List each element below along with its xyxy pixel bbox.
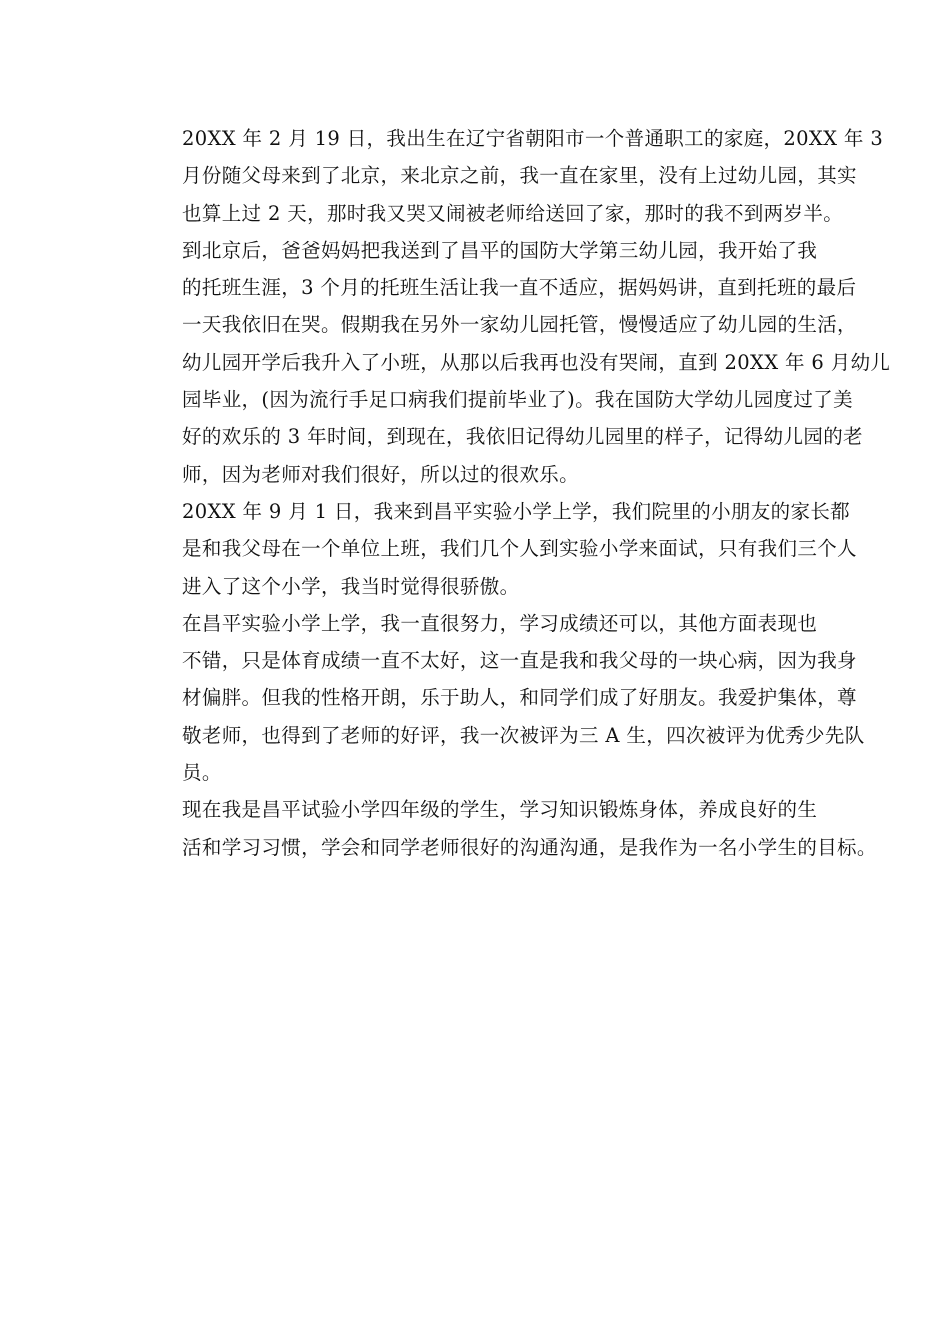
text-line: 到北京后，爸爸妈妈把我送到了昌平的国防大学第三幼儿园，我开始了我 [182,238,818,262]
text-line: 师，因为老师对我们很好，所以过的很欢乐。 [182,462,580,486]
text-line: 好的欢乐的 3 年时间，到现在，我依旧记得幼儿园里的样子，记得幼儿园的老 [182,425,863,449]
text-line: 敬老师，也得到了老师的好评，我一次被评为三 A 生，四次被评为优秀少先队 [182,723,865,747]
text-line: 20XX 年 9 月 1 日，我来到昌平实验小学上学，我们院里的小朋友的家长都 [182,499,851,523]
text-line: 不错，只是体育成绩一直不太好，这一直是我和我父母的一块心病，因为我身 [182,649,857,673]
paragraph-current-goal [143,791,877,866]
text-line: 是和我父母在一个单位上班，我们几个人到实验小学来面试，只有我们三个人 [182,537,857,561]
text-line: 活和学习习惯，学会和同学老师很好的沟通沟通，是我作为一名小学生的目标。 [182,835,877,859]
paragraph-school-life [143,605,865,791]
text-line: 一天我依旧在哭。假期我在另外一家幼儿园托管，慢慢适应了幼儿园的生活， [182,313,857,337]
text-line: 园毕业，(因为流行手足口病我们提前毕业了)。我在国防大学幼儿园度过了美 [182,388,853,412]
document-body [143,120,891,866]
paragraph-kindergarten [143,232,891,493]
text-line: 进入了这个小学，我当时觉得很骄傲。 [182,574,520,598]
text-line: 材偏胖。但我的性格开朗，乐于助人，和同学们成了好朋友。我爱护集体，尊 [182,686,857,710]
text-line: 现在我是昌平试验小学四年级的学生，学习知识锻炼身体，养成良好的生 [182,798,818,822]
text-line: 在昌平实验小学上学，我一直很努力，学习成绩还可以，其他方面表现也 [182,611,818,635]
paragraph-birth [143,120,884,232]
text-line: 幼儿园开学后我升入了小班，从那以后我再也没有哭闹，直到 20XX 年 6 月幼儿 [182,350,891,374]
text-line: 月份随父母来到了北京，来北京之前，我一直在家里，没有上过幼儿园，其实 [182,164,857,188]
text-line: 20XX 年 2 月 19 日，我出生在辽宁省朝阳市一个普通职工的家庭，20XX 年 3 [182,127,884,150]
text-line: 的托班生涯，3 个月的托班生活让我一直不适应，据妈妈讲，直到托班的最后 [182,276,857,300]
paragraph-primary-school-entry [143,493,857,605]
text-line: 员。 [182,761,222,785]
text-line: 也算上过 2 天，那时我又哭又闹被老师给送回了家，那时的我不到两岁半。 [182,201,844,225]
